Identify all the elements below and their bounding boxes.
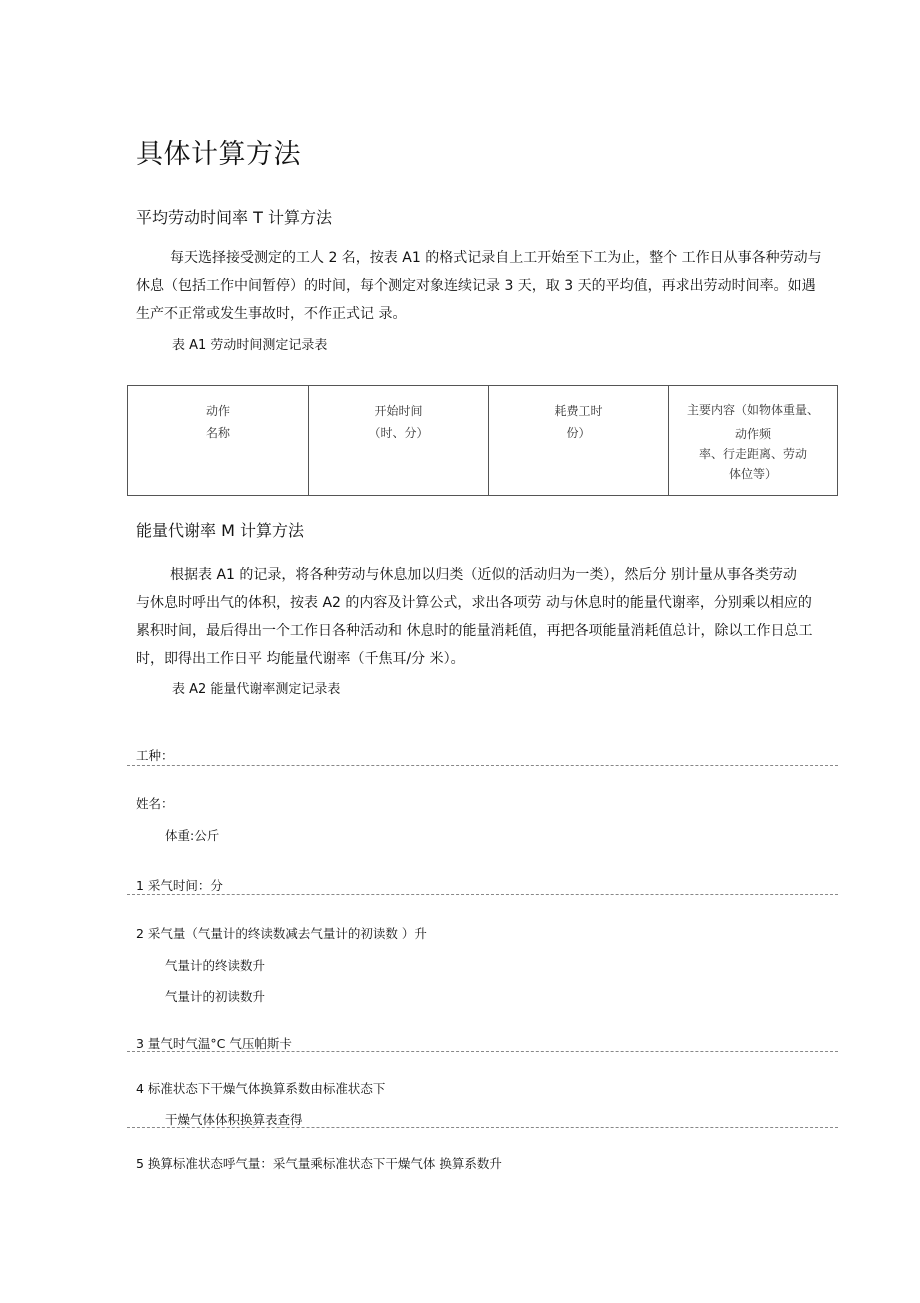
section1-paragraph: [136, 244, 838, 328]
section2-line-2: 与休息时呼出气的体积，按表 A2 的内容及计算公式，求出各项劳 动与休息时的能量代谢率，分别乘以相应的: [136, 595, 812, 611]
table-a1: [127, 385, 838, 496]
section2-line-4: 时，即得出工作日平 均能量代谢率（千焦耳/分 米）。: [136, 651, 465, 667]
divider: [127, 1127, 838, 1128]
gas-volume-label: 2 采气量（气量计的终读数减去气量计的初读数 ）升: [136, 926, 427, 941]
section1-heading: 平均劳动时间率 T 计算方法: [136, 208, 332, 227]
table-a1-col-content: 主要内容（如物体重量、 动作频 率、行走距离、劳动 体位等）: [669, 386, 838, 496]
final-reading-label: 气量计的终读数升: [165, 958, 266, 973]
sampling-time-label: 1 采气时间：分: [136, 878, 223, 893]
standard-exhaled-volume-label: 5 换算标准状态呼气量：采气量乘标准状态下干燥气体 换算系数升: [136, 1156, 502, 1171]
section1-line-3: 生产不正常或发生事故时，不作正式记 录。: [136, 306, 407, 322]
section2-heading: 能量代谢率 M 计算方法: [136, 521, 304, 540]
table-a1-col-action: 动作 名称: [128, 386, 309, 496]
table-a1-caption: 表 A1 劳动时间测定记录表: [172, 338, 328, 353]
conversion-table-label: 干燥气体体积换算表查得: [165, 1112, 303, 1127]
weight-label: 体重:公斤: [165, 828, 220, 843]
divider: [127, 765, 838, 766]
section2-line-3: 累积时间，最后得出一个工作日各种活动和 休息时的能量消耗值，再把各项能量消耗值总计，除以工作日总工: [136, 623, 813, 639]
conversion-factor-label: 4 标准状态下干燥气体换算系数由标准状态下: [136, 1081, 386, 1096]
section1-line-2: 休息（包括工作中间暂停）的时间，每个测定对象连续记录 3 天，取 3 天的平均值，再求出劳动时间率。如遇: [136, 278, 816, 294]
job-type-label: 工种：: [136, 748, 174, 763]
section1-line-1: 每天选择接受测定的工人 2 名，按表 A1 的格式记录自上工开始至下工为止，整个 工作日从事各种劳动与: [170, 250, 822, 266]
table-a1-col-start-time: 开始时间 （时、分）: [309, 386, 489, 496]
divider: [127, 1051, 838, 1052]
section2-paragraph: [136, 561, 838, 673]
table-a1-col-duration: 耗费工时 份）: [489, 386, 669, 496]
section2-line-1: 根据表 A1 的记录，将各种劳动与休息加以归类（近似的活动归为一类），然后分 别计量从事各类劳动: [170, 567, 797, 583]
name-label: 姓名：: [136, 796, 174, 811]
initial-reading-label: 气量计的初读数升: [165, 989, 266, 1004]
temp-pressure-label: 3 量气时气温°C 气压帕斯卡: [136, 1036, 292, 1051]
divider: [127, 894, 838, 895]
page-title: 具体计算方法: [136, 139, 301, 170]
table-a2-caption: 表 A2 能量代谢率测定记录表: [172, 682, 341, 697]
